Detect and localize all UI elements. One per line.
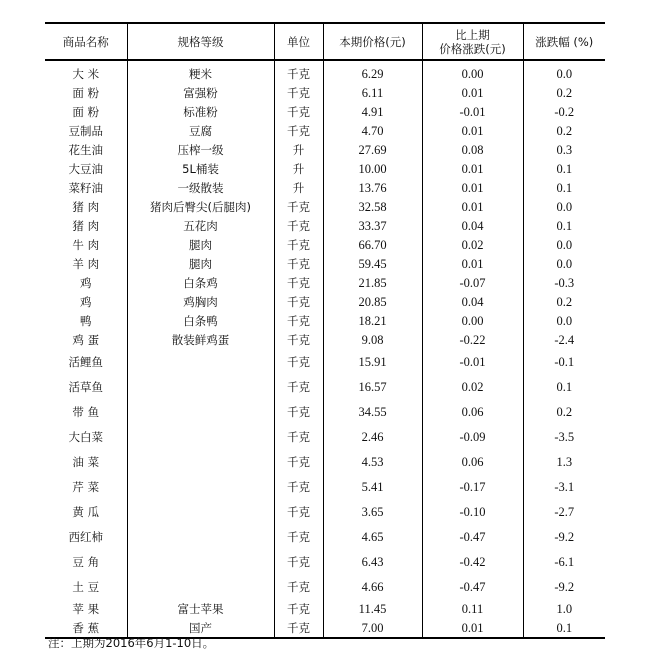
- cell-name: 活鲤鱼: [68, 355, 103, 369]
- cell-name: 花生油: [68, 143, 103, 157]
- cell-unit: 千克: [274, 350, 323, 375]
- cell-spec: [127, 450, 274, 475]
- table-row: [45, 550, 605, 575]
- cell-change: -0.17: [422, 475, 523, 500]
- cell-name: 香 蕉: [45, 619, 127, 638]
- cell-unit: 千克: [274, 400, 323, 425]
- cell-price: 6.11: [323, 84, 422, 103]
- cell-price: 10.00: [323, 160, 422, 179]
- cell-change: -0.09: [422, 425, 523, 450]
- cell-spec: [127, 350, 274, 375]
- cell-change: 0.04: [422, 293, 523, 312]
- table-row: [45, 525, 605, 550]
- cell-unit: 千克: [274, 236, 323, 255]
- cell-change: 0.00: [422, 312, 523, 331]
- cell-change: 0.11: [422, 600, 523, 619]
- cell-price: 6.43: [323, 550, 422, 575]
- table-row: [45, 179, 605, 198]
- table-row: [45, 425, 605, 450]
- cell-pct: 0.2: [523, 122, 605, 141]
- cell-change: 0.01: [422, 160, 523, 179]
- cell-name: 豆 角: [72, 555, 100, 569]
- cell-change: -0.01: [422, 103, 523, 122]
- cell-price: 4.53: [323, 450, 422, 475]
- cell-pct: -0.2: [523, 103, 605, 122]
- cell-name: 鸭: [80, 314, 92, 328]
- cell-price: 32.58: [323, 198, 422, 217]
- cell-pct: 0.0: [523, 312, 605, 331]
- cell-pct: 0.3: [523, 141, 605, 160]
- header-unit: 单位: [274, 23, 323, 60]
- cell-name: 鸡: [80, 276, 92, 290]
- table-row: [45, 450, 605, 475]
- cell-spec: [127, 525, 274, 550]
- cell-name: 大豆油: [68, 162, 103, 176]
- cell-change: 0.01: [422, 179, 523, 198]
- table-body: [45, 60, 605, 638]
- cell-change: -0.42: [422, 550, 523, 575]
- table-row: [45, 500, 605, 525]
- cell-spec: 压榨一级: [127, 141, 274, 160]
- cell-pct: 0.2: [523, 400, 605, 425]
- cell-pct: 0.0: [523, 198, 605, 217]
- cell-name: 猪 肉: [72, 200, 100, 214]
- cell-name: 羊 肉: [72, 257, 100, 271]
- cell-spec: [127, 575, 274, 600]
- cell-name: 牛 肉: [72, 238, 100, 252]
- cell-spec: [127, 400, 274, 425]
- cell-unit: 升: [274, 141, 323, 160]
- cell-spec: 腿肉: [127, 236, 274, 255]
- cell-pct: -2.4: [523, 331, 605, 350]
- cell-change: -0.22: [422, 331, 523, 350]
- table-row: [45, 400, 605, 425]
- footnote: 注：上期为2016年6月1-10日。: [48, 636, 215, 650]
- cell-price: 27.69: [323, 141, 422, 160]
- cell-price: 3.65: [323, 500, 422, 525]
- cell-spec: 散装鲜鸡蛋: [127, 331, 274, 350]
- cell-name: 黄 瓜: [72, 505, 100, 519]
- cell-unit: 千克: [274, 575, 323, 600]
- cell-spec: 白条鸭: [127, 312, 274, 331]
- cell-spec: [127, 375, 274, 400]
- cell-unit: 升: [274, 179, 323, 198]
- cell-price: 15.91: [323, 350, 422, 375]
- cell-spec: 猪肉后臀尖(后腿肉): [127, 198, 274, 217]
- cell-unit: 千克: [274, 550, 323, 575]
- cell-price: 11.45: [323, 600, 422, 619]
- cell-price: 21.85: [323, 274, 422, 293]
- cell-change: 0.06: [422, 400, 523, 425]
- cell-pct: 0.1: [523, 375, 605, 400]
- cell-price: 9.08: [323, 331, 422, 350]
- cell-price: 20.85: [323, 293, 422, 312]
- cell-pct: 0.1: [523, 179, 605, 198]
- cell-name: 苹 果: [72, 602, 100, 616]
- table-row: [45, 65, 605, 84]
- cell-spec: 5L桶装: [127, 160, 274, 179]
- table-row: [45, 312, 605, 331]
- cell-price: 16.57: [323, 375, 422, 400]
- cell-name: 豆制品: [68, 124, 103, 138]
- cell-unit: 千克: [274, 525, 323, 550]
- cell-pct: 0.0: [523, 65, 605, 84]
- cell-price: 4.70: [323, 122, 422, 141]
- cell-price: 13.76: [323, 179, 422, 198]
- cell-spec: 富士苹果: [127, 600, 274, 619]
- cell-change: 0.02: [422, 236, 523, 255]
- cell-change: 0.04: [422, 217, 523, 236]
- cell-spec: [127, 500, 274, 525]
- cell-name: 西红柿: [68, 530, 103, 544]
- cell-pct: -3.5: [523, 425, 605, 450]
- cell-spec: [127, 475, 274, 500]
- cell-name: 面 粉: [72, 86, 100, 100]
- header-pct: 涨跌幅 (%): [523, 23, 605, 60]
- price-table: [45, 22, 605, 639]
- cell-spec: 一级散装: [127, 179, 274, 198]
- cell-pct: -6.1: [523, 550, 605, 575]
- header-name: 商品名称: [45, 23, 127, 60]
- cell-unit: 千克: [274, 255, 323, 274]
- cell-name: 大白菜: [68, 430, 103, 444]
- cell-unit: 千克: [274, 84, 323, 103]
- cell-spec: 标准粉: [127, 103, 274, 122]
- cell-pct: 0.1: [523, 619, 605, 638]
- cell-unit: 千克: [274, 312, 323, 331]
- cell-unit: 升: [274, 160, 323, 179]
- cell-unit: 千克: [274, 475, 323, 500]
- table-row: [45, 141, 605, 160]
- cell-spec: 白条鸡: [127, 274, 274, 293]
- header-change: [422, 23, 523, 60]
- cell-change: 0.08: [422, 141, 523, 160]
- table-row: [45, 198, 605, 217]
- cell-spec: 国产: [127, 619, 274, 638]
- table-row: [45, 255, 605, 274]
- cell-price: 7.00: [323, 619, 422, 638]
- cell-name: 芹 菜: [72, 480, 100, 494]
- cell-change: -0.47: [422, 525, 523, 550]
- table-row: [45, 600, 605, 619]
- cell-change: 0.02: [422, 375, 523, 400]
- header-spec: 规格等级: [127, 23, 274, 60]
- cell-change: 0.01: [422, 619, 523, 638]
- cell-unit: 千克: [274, 600, 323, 619]
- cell-pct: -0.1: [523, 350, 605, 375]
- cell-price: 59.45: [323, 255, 422, 274]
- cell-unit: 千克: [274, 122, 323, 141]
- table-row: [45, 375, 605, 400]
- cell-pct: 0.2: [523, 84, 605, 103]
- cell-spec: 腿肉: [127, 255, 274, 274]
- cell-pct: 0.1: [523, 160, 605, 179]
- cell-change: -0.07: [422, 274, 523, 293]
- header-row: [45, 23, 605, 60]
- cell-unit: 千克: [274, 331, 323, 350]
- cell-pct: 0.0: [523, 255, 605, 274]
- cell-name: 鸡 蛋: [72, 333, 100, 347]
- table-row: [45, 236, 605, 255]
- cell-price: 66.70: [323, 236, 422, 255]
- cell-spec: [127, 425, 274, 450]
- cell-unit: 千克: [274, 500, 323, 525]
- cell-unit: 千克: [274, 375, 323, 400]
- cell-spec: 鸡胸肉: [127, 293, 274, 312]
- table-row: [45, 274, 605, 293]
- table-row: [45, 217, 605, 236]
- cell-change: 0.01: [422, 255, 523, 274]
- cell-name: 带 鱼: [72, 405, 100, 419]
- header-price: 本期价格(元): [323, 23, 422, 60]
- cell-pct: 0.0: [523, 236, 605, 255]
- cell-unit: 千克: [274, 217, 323, 236]
- cell-unit: 千克: [274, 293, 323, 312]
- table-row: [45, 293, 605, 312]
- cell-unit: 千克: [274, 198, 323, 217]
- table-row: [45, 350, 605, 375]
- cell-unit: 千克: [274, 425, 323, 450]
- cell-change: -0.01: [422, 350, 523, 375]
- cell-change: 0.01: [422, 198, 523, 217]
- cell-price: 4.91: [323, 103, 422, 122]
- cell-price: 4.65: [323, 525, 422, 550]
- cell-change: 0.00: [422, 65, 523, 84]
- cell-pct: 1.0: [523, 600, 605, 619]
- table-row: [45, 331, 605, 350]
- cell-pct: -2.7: [523, 500, 605, 525]
- cell-price: 34.55: [323, 400, 422, 425]
- table-row: [45, 160, 605, 179]
- cell-name: 鸡: [80, 295, 92, 309]
- cell-change: -0.47: [422, 575, 523, 600]
- cell-price: 4.66: [323, 575, 422, 600]
- table-row: [45, 575, 605, 600]
- cell-name: 活草鱼: [68, 380, 103, 394]
- cell-name: 面 粉: [72, 105, 100, 119]
- cell-change: 0.01: [422, 84, 523, 103]
- cell-pct: -9.2: [523, 575, 605, 600]
- cell-pct: 0.1: [523, 217, 605, 236]
- table-row: [45, 84, 605, 103]
- cell-price: 2.46: [323, 425, 422, 450]
- header-change-line2: 价格涨跌(元): [439, 41, 506, 56]
- cell-change: 0.06: [422, 450, 523, 475]
- table-row: [45, 475, 605, 500]
- cell-pct: -0.3: [523, 274, 605, 293]
- cell-price: 33.37: [323, 217, 422, 236]
- cell-pct: 1.3: [523, 450, 605, 475]
- table-row: [45, 103, 605, 122]
- cell-spec: 粳米: [127, 65, 274, 84]
- cell-spec: [127, 550, 274, 575]
- cell-name: 大 米: [72, 67, 100, 81]
- cell-name: 油 菜: [72, 455, 100, 469]
- header-change-line1: 比上期: [455, 27, 490, 42]
- cell-name: 菜籽油: [68, 181, 103, 195]
- cell-spec: 富强粉: [127, 84, 274, 103]
- cell-price: 18.21: [323, 312, 422, 331]
- table-row: [45, 122, 605, 141]
- cell-unit: 千克: [274, 274, 323, 293]
- cell-unit: 千克: [274, 65, 323, 84]
- cell-unit: 千克: [274, 450, 323, 475]
- cell-pct: -9.2: [523, 525, 605, 550]
- cell-change: -0.10: [422, 500, 523, 525]
- cell-name: 土 豆: [72, 580, 100, 594]
- cell-pct: -3.1: [523, 475, 605, 500]
- cell-spec: 五花肉: [127, 217, 274, 236]
- cell-unit: 千克: [274, 619, 323, 638]
- cell-unit: 千克: [274, 103, 323, 122]
- cell-spec: 豆腐: [127, 122, 274, 141]
- cell-name: 猪 肉: [72, 219, 100, 233]
- cell-price: 6.29: [323, 65, 422, 84]
- cell-pct: 0.2: [523, 293, 605, 312]
- cell-change: 0.01: [422, 122, 523, 141]
- cell-price: 5.41: [323, 475, 422, 500]
